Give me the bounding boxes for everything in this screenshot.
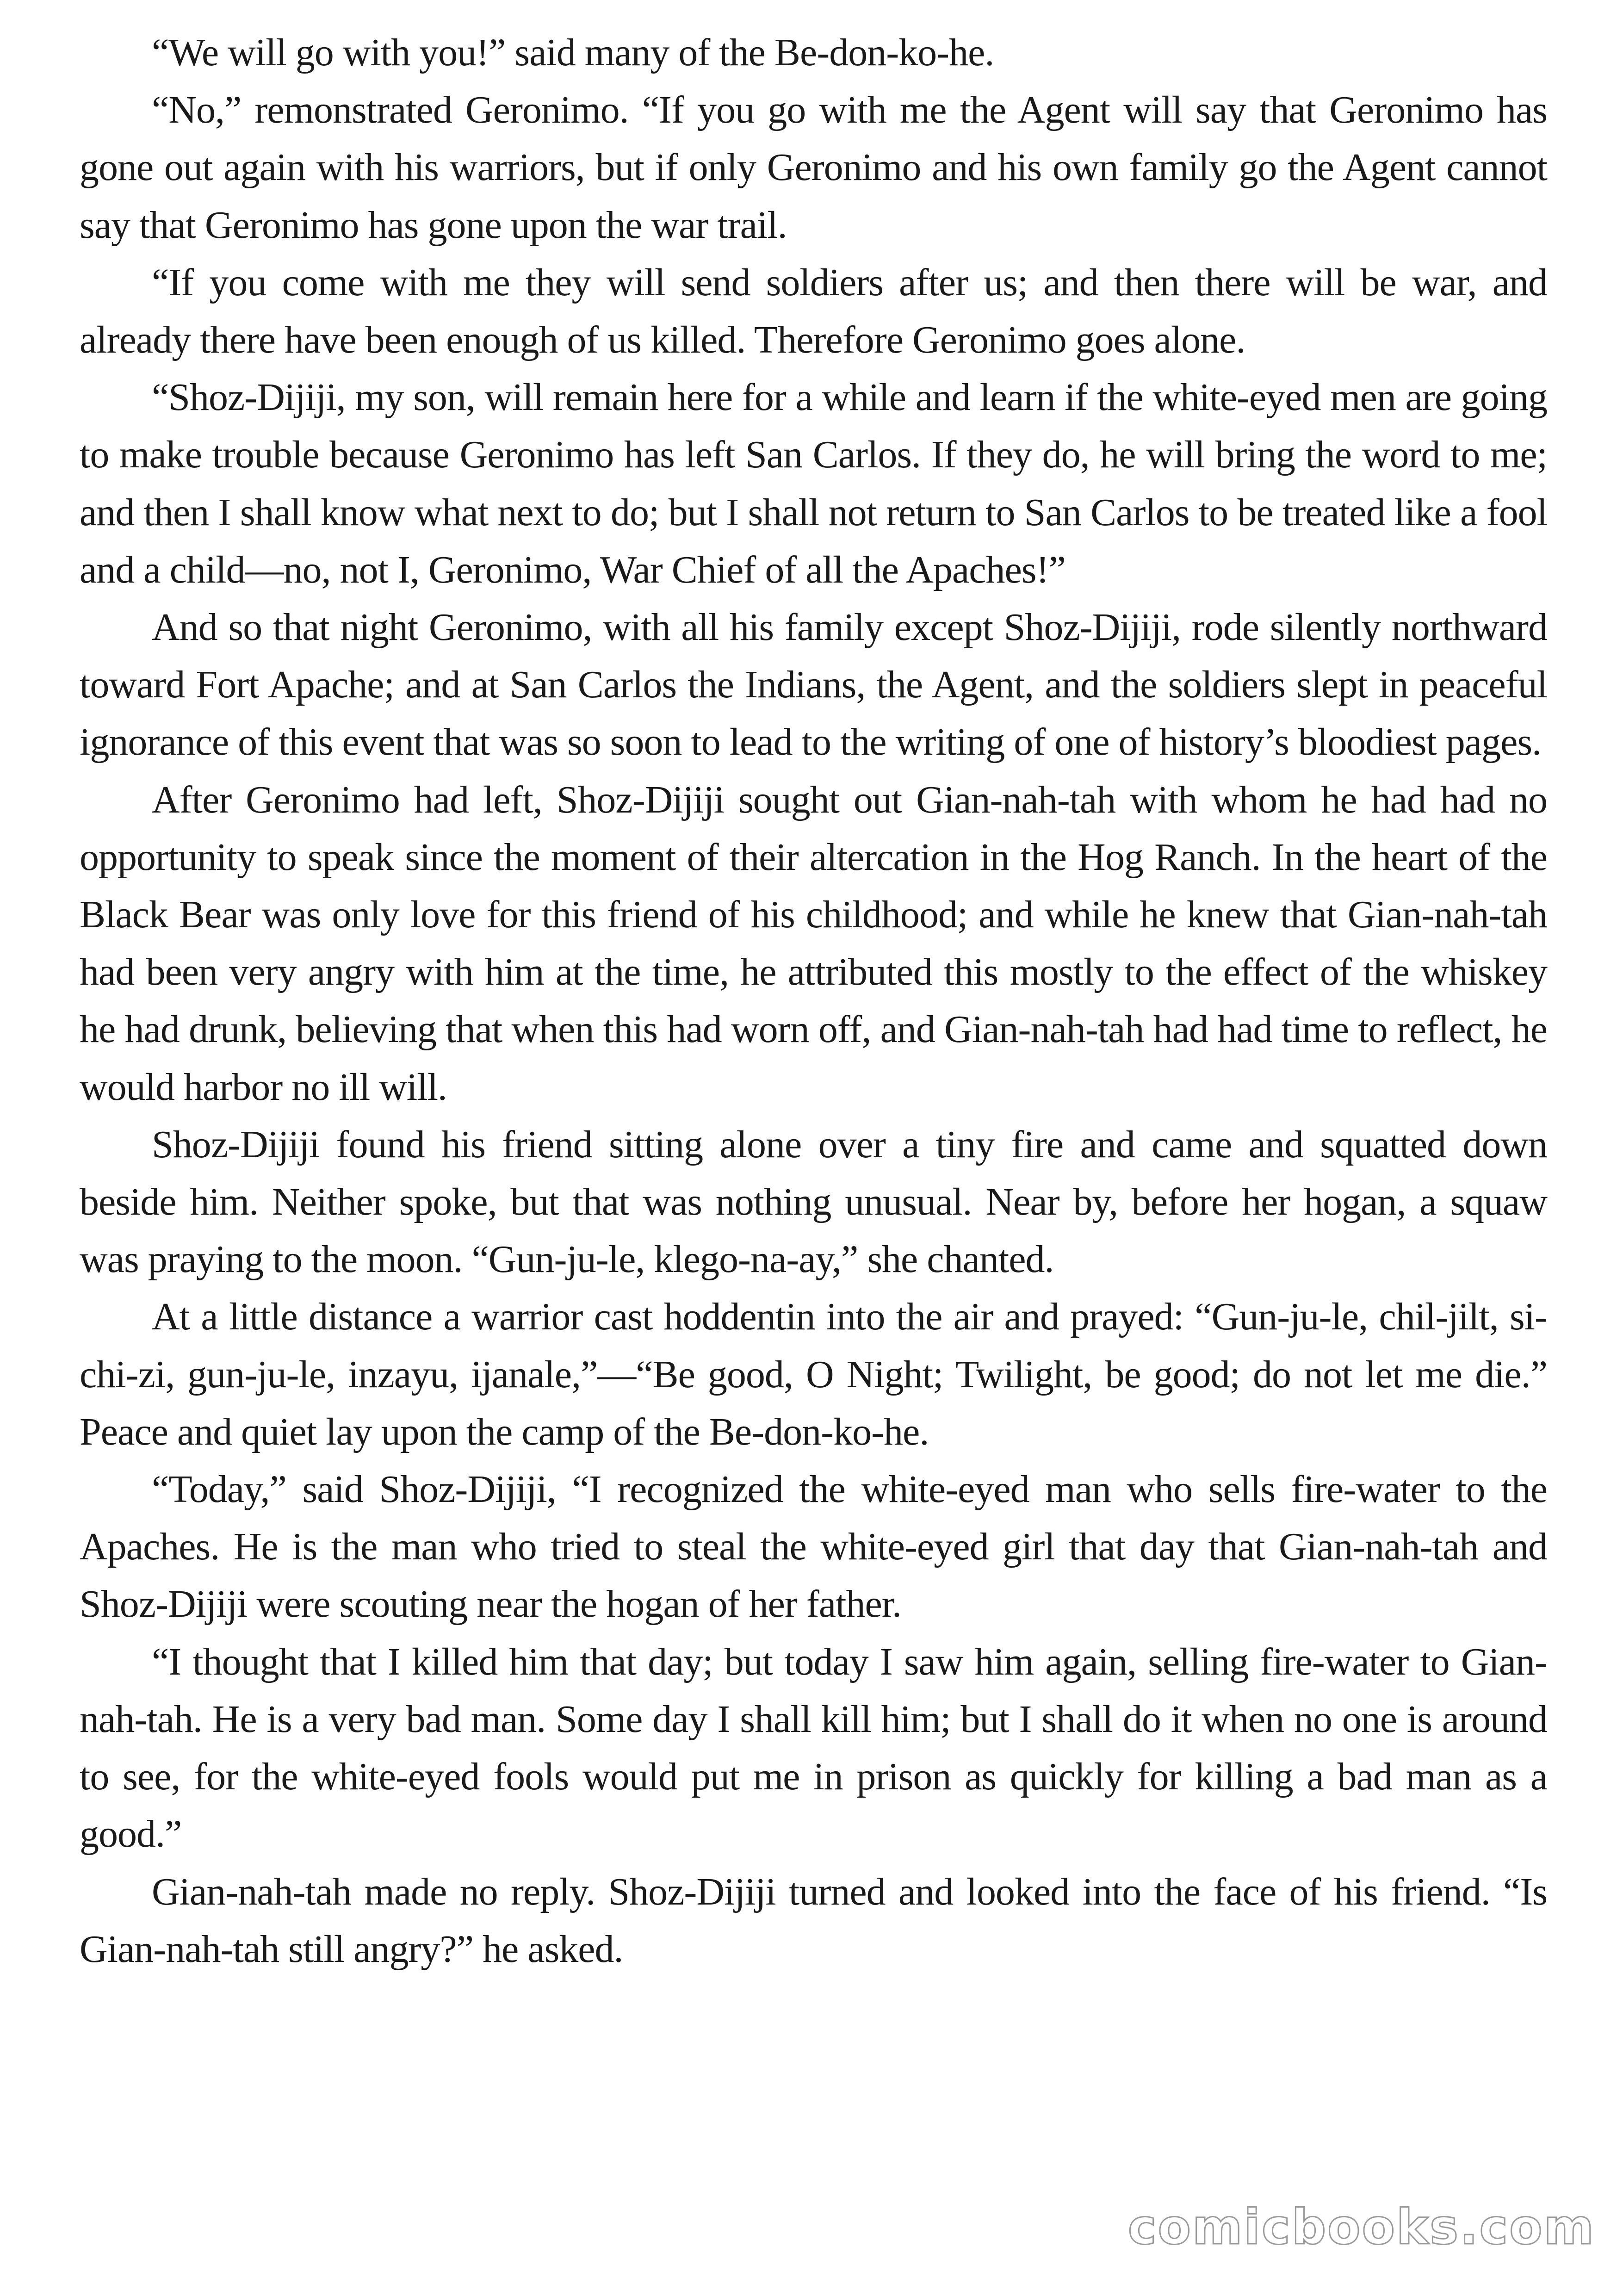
- paragraph: At a little distance a warrior cast hoddentin into the air and prayed: “Gun-ju-le, chil-jilt, si-chi-zi, gun-ju-le, inzayu, ijanale,”—“Be good, O Night; Twilight, be good; do not let me die.” Peace and quiet lay upon the camp of the Be-don-ko-he.: [80, 1295, 1547, 1453]
- watermark: comicbooks.com: [1127, 2199, 1595, 2255]
- paragraph: “If you come with me they will send soldiers after us; and then there will be war, and already there have been enough of us killed. Therefore Geronimo goes alone.: [80, 261, 1547, 362]
- paragraph: “I thought that I killed him that day; but today I saw him again, selling fire-water to Gian-nah-tah. He is a very bad man. Some day I shall kill him; but I shall do it when no one is around to see, for the white-eyed fools would put me in prison as quickly for killing a bad man as a good.”: [80, 1640, 1547, 1856]
- paragraph: “Shoz-Dijiji, my son, will remain here for a while and learn if the white-eyed men are going to make trouble because Geronimo has left San Carlos. If they do, he will bring the word to me; and then I shall know what next to do; but I shall not return to San Carlos to be treated like a fool and a child—no, not I, Geronimo, War Chief of all the Apaches!”: [80, 376, 1547, 591]
- paragraph: Gian-nah-tah made no reply. Shoz-Dijiji turned and looked into the face of his friend. “Is Gian-nah-tah still angry?” he asked.: [80, 1870, 1547, 1971]
- paragraph: “We will go with you!” said many of the Be-don-ko-he.: [152, 31, 994, 74]
- paragraph: “Today,” said Shoz-Dijiji, “I recognized the white-eyed man who sells fire-water to the Apaches. He is the man who tried to steal the white-eyed girl that day that Gian-nah-tah and Shoz-Dijiji were scouting near the hogan of her father.: [80, 1468, 1547, 1626]
- paragraph: After Geronimo had left, Shoz-Dijiji sought out Gian-nah-tah with whom he had had no opportunity to speak since the moment of their altercation in the Hog Ranch. In the heart of the Black Bear was only love for this friend of his childhood; and while he knew that Gian-nah-tah had been very angry with him at the time, he attributed this mostly to the effect of the whiskey he had drunk, believing that when this had worn off, and Gian-nah-tah had had time to reflect, he would harbor no ill will.: [80, 778, 1547, 1109]
- paragraph: Shoz-Dijiji found his friend sitting alone over a tiny fire and came and squatted down beside him. Neither spoke, but that was nothing unusual. Near by, before her hogan, a squaw was praying to the moon. “Gun-ju-le, klego-na-ay,” she chanted.: [80, 1123, 1547, 1281]
- body-text: [80, 24, 1547, 1978]
- paragraph: “No,” remonstrated Geronimo. “If you go with me the Agent will say that Geronimo has gone out again with his warriors, but if only Geronimo and his own family go the Agent cannot say that Geronimo has gone upon the war trail.: [80, 88, 1547, 247]
- paragraph: And so that night Geronimo, with all his family except Shoz-Dijiji, rode silently northward toward Fort Apache; and at San Carlos the Indians, the Agent, and the soldiers slept in peaceful ignorance of this event that was so soon to lead to the writing of one of history’s bloodiest pages.: [80, 606, 1547, 764]
